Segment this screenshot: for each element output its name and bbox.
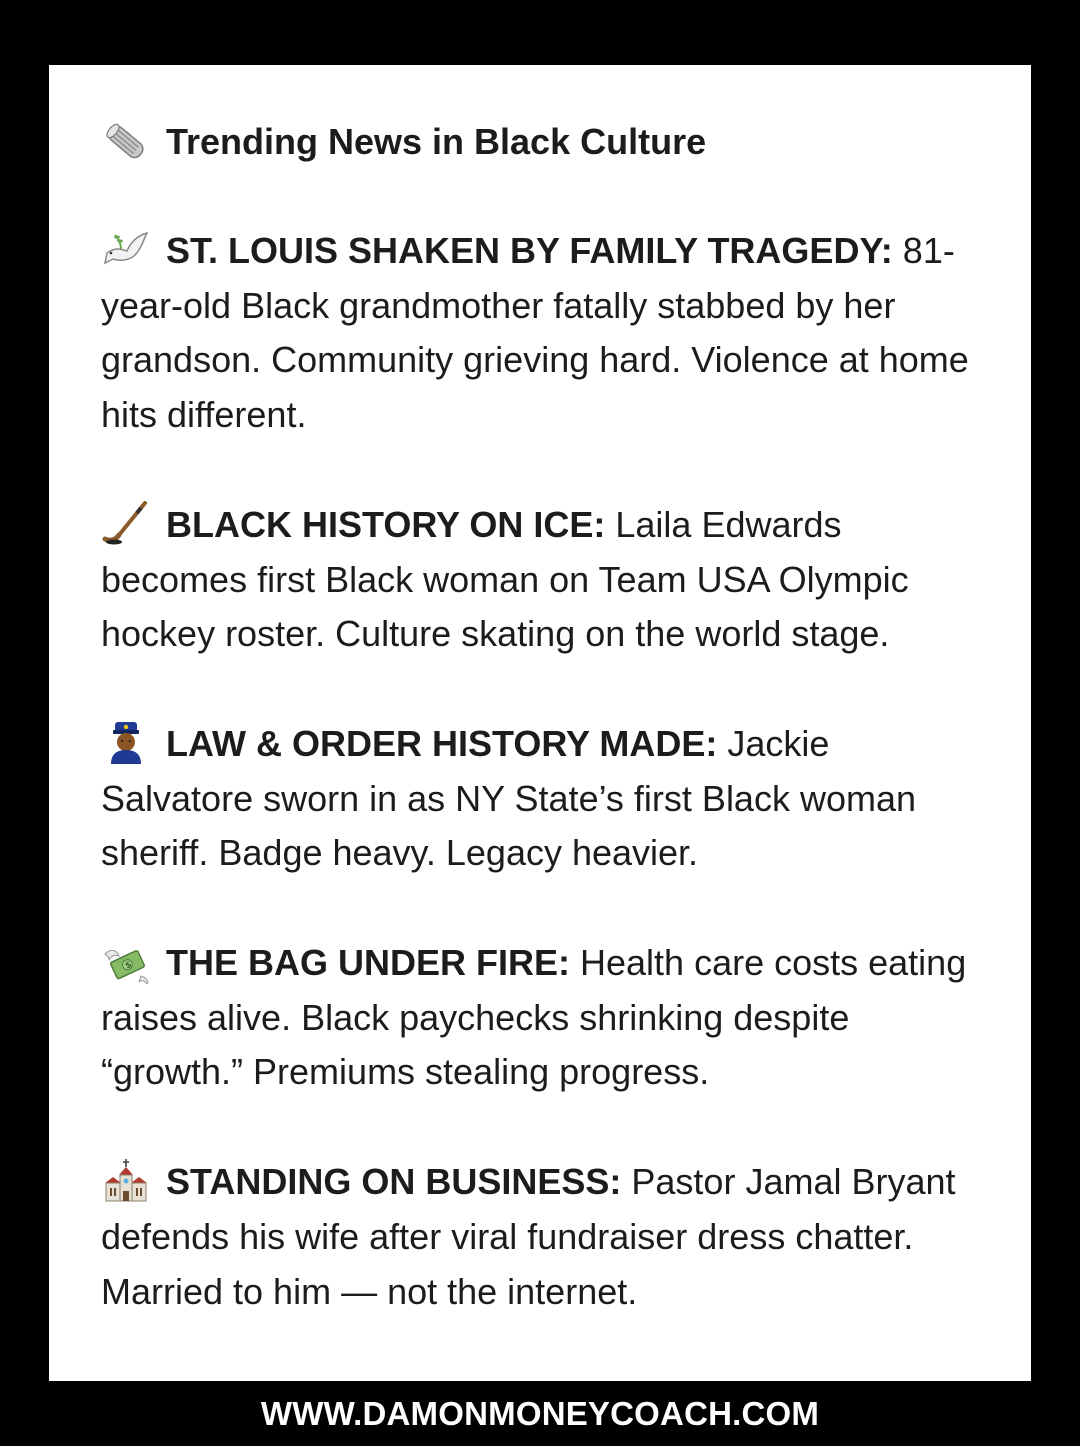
news-item [101, 224, 981, 443]
headline: LAW & ORDER HISTORY MADE: [166, 722, 718, 764]
police-officer-icon [101, 720, 151, 764]
dove-icon [101, 227, 151, 271]
story-body: Pastor Jamal Bryant defends his wife after viral fundraiser dress chatter. Married to him — not the internet. [101, 1161, 956, 1312]
headline: ST. LOUIS SHAKEN BY FAMILY TRAGEDY: [166, 230, 893, 271]
footer-website-url: WWW.DAMONMONEYCOACH.COM [260, 1394, 820, 1432]
headline: BLACK HISTORY ON ICE: [166, 503, 606, 545]
ice-hockey-icon [101, 501, 151, 545]
news-item [101, 936, 981, 1100]
svg-text:$: $ [123, 959, 134, 972]
rolled-newspaper-icon [101, 120, 151, 164]
story-body: Health care costs eating raises alive. Black paychecks shrinking despite “growth.” Premiums stealing progress. [101, 942, 967, 1093]
story-body: Laila Edwards becomes first Black woman on Team USA Olympic hockey roster. Culture skating on the world stage. [101, 503, 909, 655]
news-item [101, 1155, 981, 1319]
news-item [101, 717, 981, 881]
money-with-wings-icon [101, 940, 151, 984]
headline: STANDING ON BUSINESS: [166, 1161, 622, 1203]
story-body: Jackie Salvatore sworn in as NY State’s first Black woman sheriff. Badge heavy. Legacy heavier. [101, 722, 917, 874]
card-title: Trending News in Black Culture [166, 121, 707, 162]
news-card [49, 65, 1031, 1381]
story-body: 81-year-old Black grandmother fatally stabbed by her grandson. Community grieving hard. Violence at home hits different. [101, 230, 969, 436]
card-title-row [101, 117, 981, 167]
news-item [101, 498, 981, 662]
headline: THE BAG UNDER FIRE: [166, 942, 570, 984]
church-icon [101, 1159, 151, 1203]
